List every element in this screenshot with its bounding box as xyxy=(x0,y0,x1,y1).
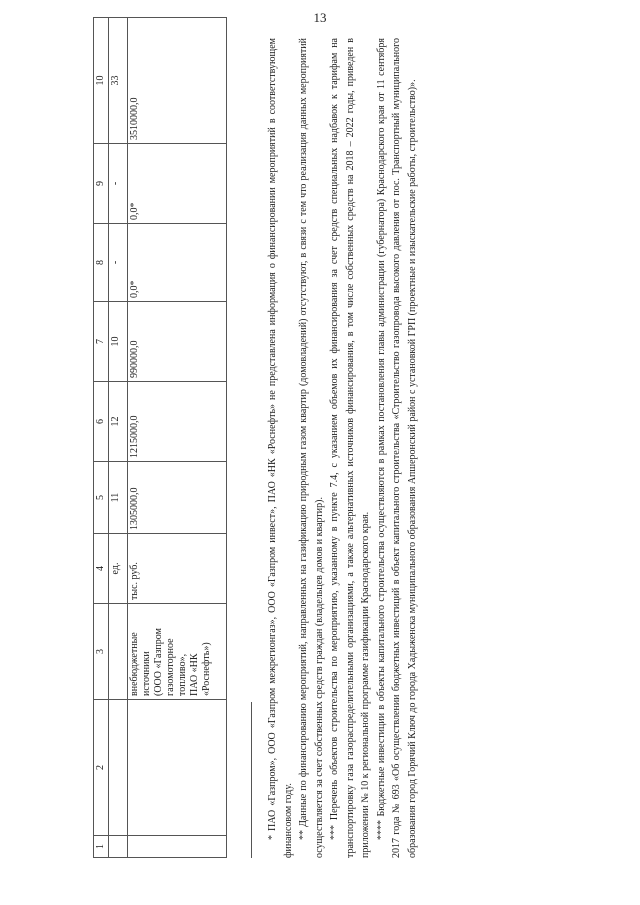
table-cell: 11 xyxy=(109,462,128,534)
page-number: 13 xyxy=(313,10,327,25)
table-cell xyxy=(128,700,227,836)
table-cell xyxy=(109,836,128,858)
funding-source-line: ПАО «НК xyxy=(189,653,200,696)
funding-source-line: внебюджетные xyxy=(129,632,140,696)
table-cell: 12 xyxy=(109,382,128,462)
header-cell: 2 xyxy=(94,700,109,836)
table-cell xyxy=(109,604,128,700)
footnote-divider xyxy=(251,702,252,858)
header-cell: 3 xyxy=(94,604,109,700)
value-cell: 0,0* xyxy=(128,144,227,224)
header-cell: 8 xyxy=(94,224,109,302)
footnote: ** Данные по финансированию мероприятий, направленных на газификацию природным газом квартир (домовладений) отсутствуют, в связи с тем что реализация данных мероприятий осуществляется за счет собственных средств граждан (владельцев домов и квартир). xyxy=(298,38,325,858)
table-header-row xyxy=(94,18,109,858)
table-cell: - xyxy=(109,224,128,302)
unit-cell: тыс. руб. xyxy=(128,534,227,604)
table-cell: 33 xyxy=(109,18,128,144)
value-cell: 990000,0 xyxy=(128,302,227,382)
header-cell: 7 xyxy=(94,302,109,382)
rotated-sheet xyxy=(93,38,433,858)
funding-source-cell xyxy=(128,604,227,700)
table-cell: - xyxy=(109,144,128,224)
funding-source-line: топливо», xyxy=(177,653,188,696)
table-cell xyxy=(109,700,128,836)
funding-source-line: источники xyxy=(141,651,152,696)
value-cell: 1305000,0 xyxy=(128,462,227,534)
header-cell: 1 xyxy=(94,836,109,858)
funding-source-line: (ООО «Газпром xyxy=(153,628,164,696)
footnotes xyxy=(265,38,420,858)
funding-source-line: газомоторное xyxy=(165,638,176,696)
header-cell: 4 xyxy=(94,534,109,604)
header-cell: 6 xyxy=(94,382,109,462)
header-cell: 5 xyxy=(94,462,109,534)
table-cell: ед. xyxy=(109,534,128,604)
footnote: **** Бюджетные инвестиции в объекты капитального строительства осуществляются в рамках постановления главы администрации (губернатора) Краснодарского края от 11 сентября 2017 года № 693 «Об осуществлении бюджетных инвестиций в объект капитального строительства «Строительство газопровода высокого давления от пос. Транспортный муниципального образования город Горячий Ключ до города Хадыженска муниципального образования Апшеронский район с установкой ГРП (проектные и изыскательские работы, строительство)». xyxy=(375,38,418,858)
table-cell xyxy=(128,836,227,858)
funding-source-line: «Роснефть») xyxy=(201,642,212,696)
value-cell: 1215000,0 xyxy=(128,382,227,462)
header-cell: 9 xyxy=(94,144,109,224)
financing-table xyxy=(93,17,227,858)
header-cell: 10 xyxy=(94,18,109,144)
table-row xyxy=(109,18,128,858)
table-row xyxy=(128,18,227,858)
value-cell: 0,0* xyxy=(128,224,227,302)
table-cell: 10 xyxy=(109,302,128,382)
footnote: * ПАО «Газпром», ООО «Газпром межрегионгаз», ООО «Газпром инвест», ПАО «НК «Роснефть» не представлена информация о финансировании мероприятий в соответствующем финансовом году. xyxy=(267,38,294,858)
value-cell: 3510000,0 xyxy=(128,18,227,144)
footnote: *** Перечень объектов строительства по мероприятию, указанному в пункте 7.4, с указанием объемов их финансирования за счет средств специальных надбавок к тарифам на транспортировку газа газораспределительными организациями, а также альтернативных источников финансирования, в том числе собственных средств на 2018 – 2022 годы, приведен в приложении № 10 к региональной программе газификации Краснодарского края. xyxy=(329,38,371,858)
